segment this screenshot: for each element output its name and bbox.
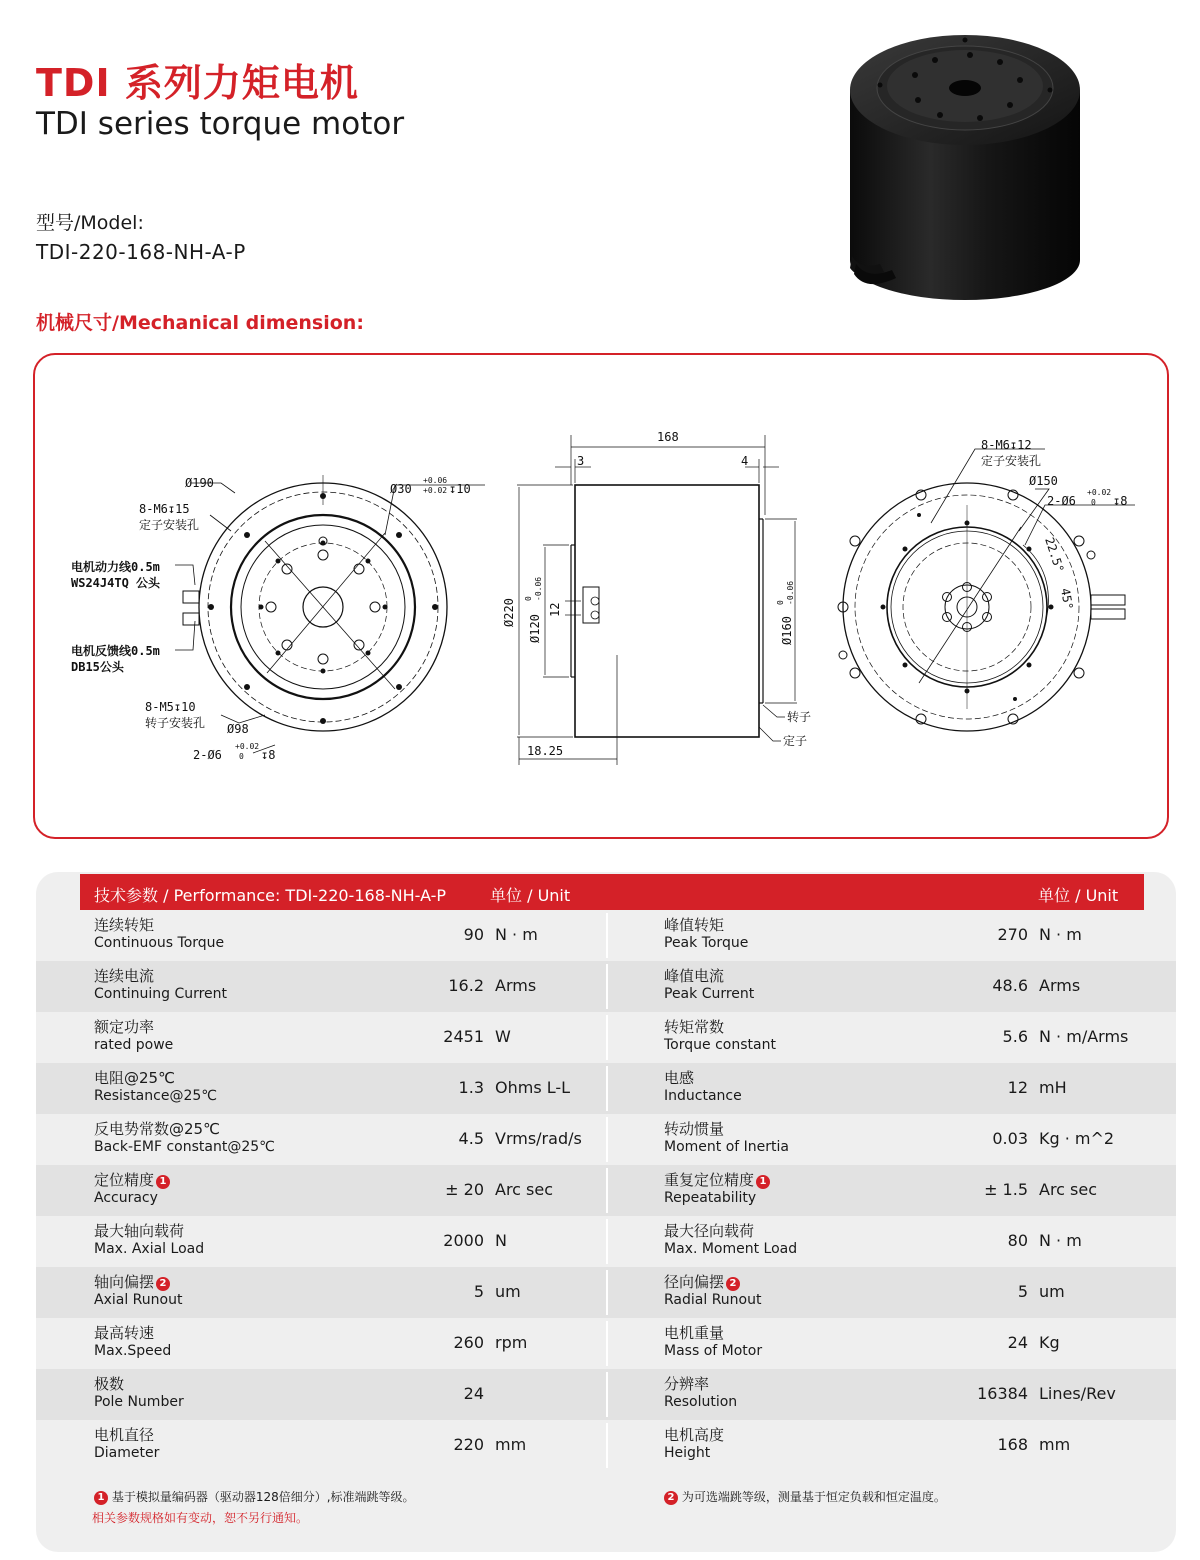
header-unit-left: 单位 / Unit — [490, 886, 571, 905]
param-unit: Ohms L-L — [495, 1078, 571, 1097]
param-name-en: Peak Torque — [664, 935, 749, 951]
param-name-cn-text: 极数 — [94, 1375, 125, 1393]
param-name-cn-text: 额定功率 — [94, 1018, 155, 1036]
param-value: ± 20 — [445, 1180, 484, 1199]
param-name-cn — [664, 1016, 724, 1037]
param-value: 220 — [453, 1435, 484, 1454]
param-name-cn — [94, 1067, 175, 1088]
table-row — [36, 1063, 1176, 1114]
param-value: 5 — [473, 1282, 484, 1301]
dim-step-3: 3 — [577, 454, 585, 468]
param-name-cn-text: 峰值电流 — [664, 967, 725, 985]
param-name-cn-text: 转动惯量 — [664, 1120, 725, 1138]
param-value: 24 — [1007, 1333, 1028, 1352]
param-name-cn — [664, 1322, 724, 1343]
param-unit: um — [495, 1282, 521, 1301]
angle-45: 45° — [1058, 587, 1076, 611]
param-unit: mm — [495, 1435, 527, 1454]
param-name-cn-text: 电机重量 — [664, 1324, 725, 1342]
param-value: 80 — [1007, 1231, 1028, 1250]
param-unit: um — [1039, 1282, 1065, 1301]
pin-holes-left: 2-Ø6 — [193, 748, 222, 762]
stator-holes-right-cn: 定子安装孔 — [981, 454, 1042, 468]
param-value: 168 — [997, 1435, 1028, 1454]
param-value: 5 — [1017, 1282, 1028, 1301]
column-divider — [606, 1219, 608, 1264]
param-name-en: Back-EMF constant@25℃ — [94, 1139, 275, 1155]
side-view-drawing — [571, 485, 763, 737]
param-value: 260 — [453, 1333, 484, 1352]
angle-22-5: 22.5° — [1042, 535, 1067, 575]
page-title-en: TDI series torque motor — [36, 106, 405, 142]
page-title-cn: TDI 系列力矩电机 — [36, 61, 359, 105]
param-name-cn — [664, 1373, 709, 1394]
param-name-en: Torque constant — [664, 1037, 776, 1053]
param-value: ± 1.5 — [984, 1180, 1028, 1199]
footnote-disclaimer: 相关参数规格如有变动，恕不另行通知。 — [92, 1511, 309, 1525]
dim-dia-98: Ø98 — [227, 722, 249, 736]
param-unit: N · m — [1039, 1231, 1082, 1250]
footnote-1 — [92, 1488, 415, 1505]
dim-length-168: 168 — [657, 430, 679, 444]
param-unit: N · m — [1039, 925, 1082, 944]
feedback-connector-label: DB15公头 — [71, 660, 124, 674]
column-divider — [606, 1270, 608, 1315]
param-value: 90 — [463, 925, 484, 944]
param-name-en: Max. Axial Load — [94, 1241, 205, 1257]
footnote-mark: 1 — [756, 1175, 770, 1189]
param-name-en: Max.Speed — [94, 1343, 172, 1359]
param-name-cn — [94, 1016, 154, 1037]
param-name-en: Diameter — [94, 1445, 160, 1461]
column-divider — [606, 1066, 608, 1111]
param-name-cn — [664, 914, 724, 935]
param-unit: mm — [1039, 1435, 1071, 1454]
param-unit: Lines/Rev — [1039, 1384, 1116, 1403]
column-divider — [606, 1015, 608, 1060]
param-value: 16384 — [977, 1384, 1028, 1403]
param-name-en: Height — [664, 1445, 711, 1461]
table-row — [36, 961, 1176, 1012]
bore-depth: ↧10 — [449, 482, 471, 496]
param-unit: W — [495, 1027, 511, 1046]
bore-dia: Ø30 — [390, 482, 412, 496]
param-name-cn-text: 反电势常数@25℃ — [94, 1120, 220, 1138]
param-name-cn — [94, 1220, 184, 1241]
param-value: 48.6 — [992, 976, 1028, 995]
dim-12: 12 — [548, 602, 562, 617]
model-label: 型号/Model: — [36, 212, 144, 234]
feedback-cable-label: 电机反馈线0.5m — [71, 644, 160, 658]
table-row — [36, 1114, 1176, 1165]
front-view-drawing — [183, 475, 447, 731]
param-unit: N · m — [495, 925, 538, 944]
param-value: 4.5 — [458, 1129, 484, 1148]
column-divider — [606, 1168, 608, 1213]
param-unit: N · m/Arms — [1039, 1027, 1129, 1046]
table-row — [36, 1216, 1176, 1267]
mechanical-drawing-frame — [33, 353, 1169, 839]
dim-dia-190: Ø190 — [185, 476, 214, 490]
param-value: 270 — [997, 925, 1028, 944]
pin-tol-low-left: 0 — [239, 752, 244, 761]
param-value: 2451 — [443, 1027, 484, 1046]
param-value: 1.3 — [458, 1078, 484, 1097]
performance-table-header — [80, 874, 1144, 910]
param-name-cn — [664, 1424, 724, 1445]
footnote-1-text: 基于模拟量编码器（驱动器128倍细分）,标准端跳等级。 — [111, 1490, 415, 1504]
dim-dia-120-tol-up: 0 — [524, 596, 533, 601]
param-name-cn-text: 电机直径 — [94, 1426, 155, 1444]
param-name-cn — [664, 1271, 740, 1292]
motor-product-image — [840, 20, 1090, 300]
rotor-holes-left: 8-M5↧10 — [145, 700, 196, 714]
param-name-en: Continuous Torque — [94, 935, 225, 951]
stator-holes-right: 8-M6↧12 — [981, 438, 1032, 452]
param-name-cn — [94, 1118, 220, 1139]
mechanical-dimension-title: 机械尺寸/Mechanical dimension: — [36, 312, 364, 334]
stator-holes-left-cn: 定子安装孔 — [139, 518, 200, 532]
param-unit: Kg — [1039, 1333, 1060, 1352]
pin-depth-left: ↧8 — [261, 748, 276, 762]
dim-dia-160-tol-low: -0.06 — [786, 580, 795, 605]
column-divider — [606, 1423, 608, 1468]
param-name-cn — [664, 1169, 770, 1190]
stator-holes-left: 8-M6↧15 — [139, 502, 190, 516]
param-value: 2000 — [443, 1231, 484, 1250]
footnote-2-mark: 2 — [664, 1491, 678, 1505]
model-value: TDI-220-168-NH-A-P — [36, 240, 246, 264]
footnote-1-mark: 1 — [94, 1491, 108, 1505]
table-row — [36, 1165, 1176, 1216]
param-name-cn-text: 峰值转矩 — [664, 916, 725, 934]
param-name-en: Inductance — [664, 1088, 742, 1104]
param-name-cn — [94, 965, 154, 986]
param-name-cn — [94, 1373, 124, 1394]
dim-dia-160: Ø160 — [780, 616, 794, 645]
dim-dia-150: Ø150 — [1029, 474, 1058, 488]
rotor-holes-left-cn: 转子安装孔 — [145, 716, 206, 730]
power-cable-label: 电机动力线0.5m — [71, 560, 160, 574]
param-name-cn-text: 重复定位精度 — [664, 1171, 755, 1189]
dim-step-4: 4 — [741, 454, 749, 468]
footnote-2 — [662, 1488, 946, 1505]
table-row — [36, 1369, 1176, 1420]
pin-tol-up-left: +0.02 — [235, 742, 260, 751]
param-name-cn-text: 分辨率 — [664, 1375, 710, 1393]
stator-label: 定子 — [783, 734, 808, 748]
footnote-mark: 2 — [156, 1277, 170, 1291]
param-name-en: Accuracy — [94, 1190, 158, 1206]
table-row — [36, 1420, 1176, 1471]
param-name-cn-text: 定位精度 — [94, 1171, 155, 1189]
table-row — [36, 1267, 1176, 1318]
param-value: 0.03 — [992, 1129, 1028, 1148]
param-name-cn-text: 连续电流 — [94, 967, 155, 985]
param-name-cn-text: 最高转速 — [94, 1324, 155, 1342]
param-unit: Arc sec — [1039, 1180, 1098, 1199]
param-name-cn-text: 径向偏摆 — [664, 1273, 725, 1291]
param-name-cn-text: 电感 — [664, 1069, 695, 1087]
column-divider — [606, 913, 608, 958]
dim-dia-160-tol-up: 0 — [776, 600, 785, 605]
param-name-cn-text: 最大径向载荷 — [664, 1222, 755, 1240]
param-name-cn-text: 电机高度 — [664, 1426, 725, 1444]
param-unit: Arc sec — [495, 1180, 554, 1199]
param-name-en: rated powe — [94, 1037, 174, 1053]
param-unit: Kg · m^2 — [1039, 1129, 1115, 1148]
dim-dia-120-tol-low: -0.06 — [534, 576, 543, 601]
param-value: 24 — [463, 1384, 484, 1403]
table-row — [36, 910, 1176, 961]
param-name-en: Max. Moment Load — [664, 1241, 798, 1257]
column-divider — [606, 1372, 608, 1417]
param-unit: N — [495, 1231, 507, 1250]
table-row — [36, 1318, 1176, 1369]
param-name-en: Mass of Motor — [664, 1343, 763, 1359]
dim-dia-220: Ø220 — [502, 598, 516, 627]
param-name-cn-text: 最大轴向载荷 — [94, 1222, 185, 1240]
param-name-en: Peak Current — [664, 986, 755, 1002]
param-name-en: Resistance@25℃ — [94, 1088, 217, 1104]
param-name-cn — [94, 1322, 154, 1343]
param-name-en: Moment of Inertia — [664, 1139, 789, 1155]
pin-holes-right: 2-Ø6 — [1047, 494, 1076, 508]
column-divider — [606, 1321, 608, 1366]
param-name-cn — [94, 1424, 154, 1445]
dim-18-25: 18.25 — [527, 744, 564, 758]
pin-depth-right: ↧8 — [1113, 494, 1128, 508]
footnote-2-text: 为可选端跳等级，测量基于恒定负载和恒定温度。 — [681, 1490, 946, 1504]
param-name-cn — [94, 1169, 170, 1190]
header-unit-right: 单位 / Unit — [1038, 886, 1119, 905]
param-name-en: Axial Runout — [94, 1292, 183, 1308]
param-value: 5.6 — [1002, 1027, 1028, 1046]
param-name-en: Continuing Current — [94, 986, 228, 1002]
param-name-en: Repeatability — [664, 1190, 757, 1206]
param-unit: Arms — [1039, 976, 1081, 995]
bore-tol-up: +0.06 — [423, 476, 448, 485]
pin-tol-up-right: +0.02 — [1087, 488, 1112, 497]
column-divider — [606, 1117, 608, 1162]
param-name-cn-text: 电阻@25℃ — [94, 1069, 175, 1087]
footnote-mark: 2 — [726, 1277, 740, 1291]
header-performance: 技术参数 / Performance: TDI-220-168-NH-A-P — [94, 886, 447, 905]
bore-tol-low: +0.02 — [423, 486, 448, 495]
param-name-cn — [94, 1271, 170, 1292]
table-row — [36, 1012, 1176, 1063]
param-name-cn — [94, 914, 154, 935]
param-value: 16.2 — [448, 976, 484, 995]
pin-tol-low-right: 0 — [1091, 498, 1096, 507]
param-value: 12 — [1007, 1078, 1028, 1097]
param-unit: rpm — [495, 1333, 528, 1352]
column-divider — [606, 964, 608, 1009]
dim-dia-120: Ø120 — [528, 614, 542, 643]
param-name-en: Resolution — [664, 1394, 738, 1410]
param-name-en: Pole Number — [94, 1394, 184, 1410]
param-name-cn — [664, 1220, 754, 1241]
param-name-cn-text: 转矩常数 — [664, 1018, 725, 1036]
footnote-mark: 1 — [156, 1175, 170, 1189]
param-unit: Vrms/rad/s — [495, 1129, 582, 1148]
param-name-cn-text: 轴向偏摆 — [94, 1273, 155, 1291]
param-name-en: Radial Runout — [664, 1292, 762, 1308]
param-name-cn — [664, 1118, 724, 1139]
param-name-cn-text: 连续转矩 — [94, 916, 155, 934]
param-name-cn — [664, 1067, 694, 1088]
param-name-cn — [664, 965, 724, 986]
power-connector-label: WS24J4TQ 公头 — [71, 576, 161, 590]
param-unit: Arms — [495, 976, 537, 995]
rotor-label: 转子 — [787, 710, 812, 724]
param-unit: mH — [1039, 1078, 1067, 1097]
